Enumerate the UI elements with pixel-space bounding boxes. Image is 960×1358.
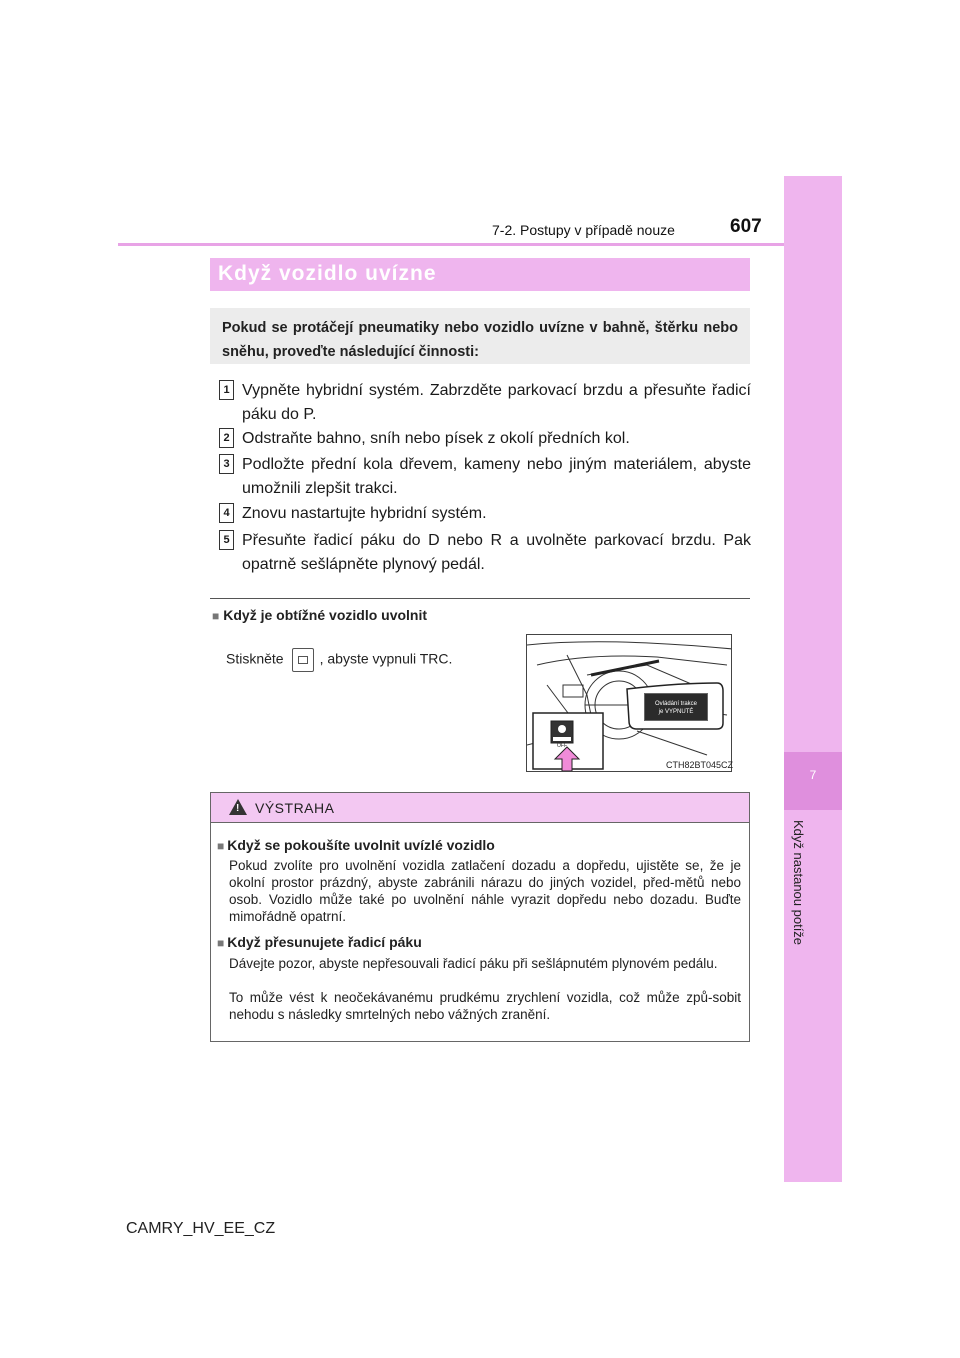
subsection-heading (212, 607, 427, 623)
intro-box: Pokud se protáčejí pneumatiky nebo vozidlo uvízne v bahně, štěrku nebo sněhu, proveďte následující činnosti: (210, 308, 750, 364)
trc-off-button-icon (292, 648, 314, 672)
off-button-label: OFF (557, 743, 567, 749)
step-2 (219, 427, 751, 451)
callout-line-2: je VYPNUTÉ (658, 709, 694, 715)
chapter-title-vertical (791, 820, 822, 970)
page-number: 607 (730, 216, 762, 237)
bullet-square-icon: ■ (212, 609, 220, 623)
step-text: Vypněte hybridní systém. Zabrzděte parkovací brzdu a přesuňte řadicí páku do P. (242, 382, 751, 423)
warning-item-2-text: Dávejte pozor, abyste nepřesouvali řadicí páku při sešlápnutém plynovém pedálu. (229, 956, 718, 971)
step-4 (219, 502, 751, 526)
section-title-bar (210, 258, 750, 291)
traction-off-callout (644, 693, 708, 721)
step-text: Odstraňte bahno, sníh nebo písek z okolí předních kol. (242, 430, 630, 447)
press-instruction (226, 648, 452, 672)
step-text: Znovu nastartujte hybridní systém. (242, 505, 487, 522)
warning-header (211, 793, 749, 823)
car-skid-icon (298, 656, 308, 664)
press-text-before: Stiskněte (226, 650, 284, 667)
step-3 (219, 453, 751, 501)
chapter-number: 7 (809, 768, 817, 782)
warning-heading-text: Když se pokoušíte uvolnit uvízlé vozidlo (227, 837, 495, 853)
chapter-title: Když nastanou potíže (791, 820, 806, 946)
illustration-code: CTH82BT045CZ (666, 760, 734, 770)
warning-item-1-heading (217, 837, 495, 853)
section-divider (210, 598, 750, 599)
document-code: CAMRY_HV_EE_CZ (126, 1220, 276, 1237)
callout-line-1: Ovládání trakce (654, 701, 698, 707)
section-reference: 7-2. Postupy v případě nouze (492, 222, 675, 238)
header-rule (118, 243, 784, 246)
warning-box (210, 792, 750, 1042)
chapter-side-tab (784, 176, 842, 1182)
step-number: 1 (219, 380, 234, 400)
step-number: 3 (219, 454, 234, 474)
step-number: 5 (219, 530, 234, 550)
press-text-after: , abyste vypnuli TRC. (319, 650, 453, 667)
step-number: 2 (219, 428, 234, 448)
bullet-square-icon: ■ (217, 936, 225, 950)
warning-triangle-icon (229, 799, 247, 815)
step-text: Podložte přední kola dřevem, kameny nebo jiným materiálem, abyste umožnili zlepšit trakci. (242, 456, 751, 497)
step-text: Přesuňte řadicí páku do D nebo R a uvolněte parkovací brzdu. Pak opatrně sešlápněte plynový pedál. (242, 532, 751, 573)
warning-label: VÝSTRAHA (255, 800, 335, 816)
step-number: 4 (219, 503, 234, 523)
warning-item-2-heading (217, 934, 422, 950)
step-5 (219, 529, 751, 577)
bullet-square-icon: ■ (217, 839, 225, 853)
warning-item-1-text: Pokud zvolíte pro uvolnění vozidla zatlačení dozadu a dopředu, ujistěte se, že je okolní prostor prázdný, abyste zabránili nárazu do jiných vozidel, před-mětů nebo osob. Vozidlo může také po uvolnění náhle vyrazit dopředu nebo dozadu. Buďte mimořádně opatrní. (229, 858, 741, 924)
step-1 (219, 379, 751, 427)
warning-heading-text: Když přesunujete řadicí páku (227, 934, 422, 950)
warning-item-2-text-2: To může vést k neočekávanému prudkému zrychlení vozidla, což může způ-sobit nehodu s následky smrtelných nebo vážných zranění. (229, 990, 741, 1022)
subsection-heading-text: Když je obtížné vozidlo uvolnit (223, 607, 428, 623)
section-title: Když vozidlo uvízne (218, 262, 437, 285)
